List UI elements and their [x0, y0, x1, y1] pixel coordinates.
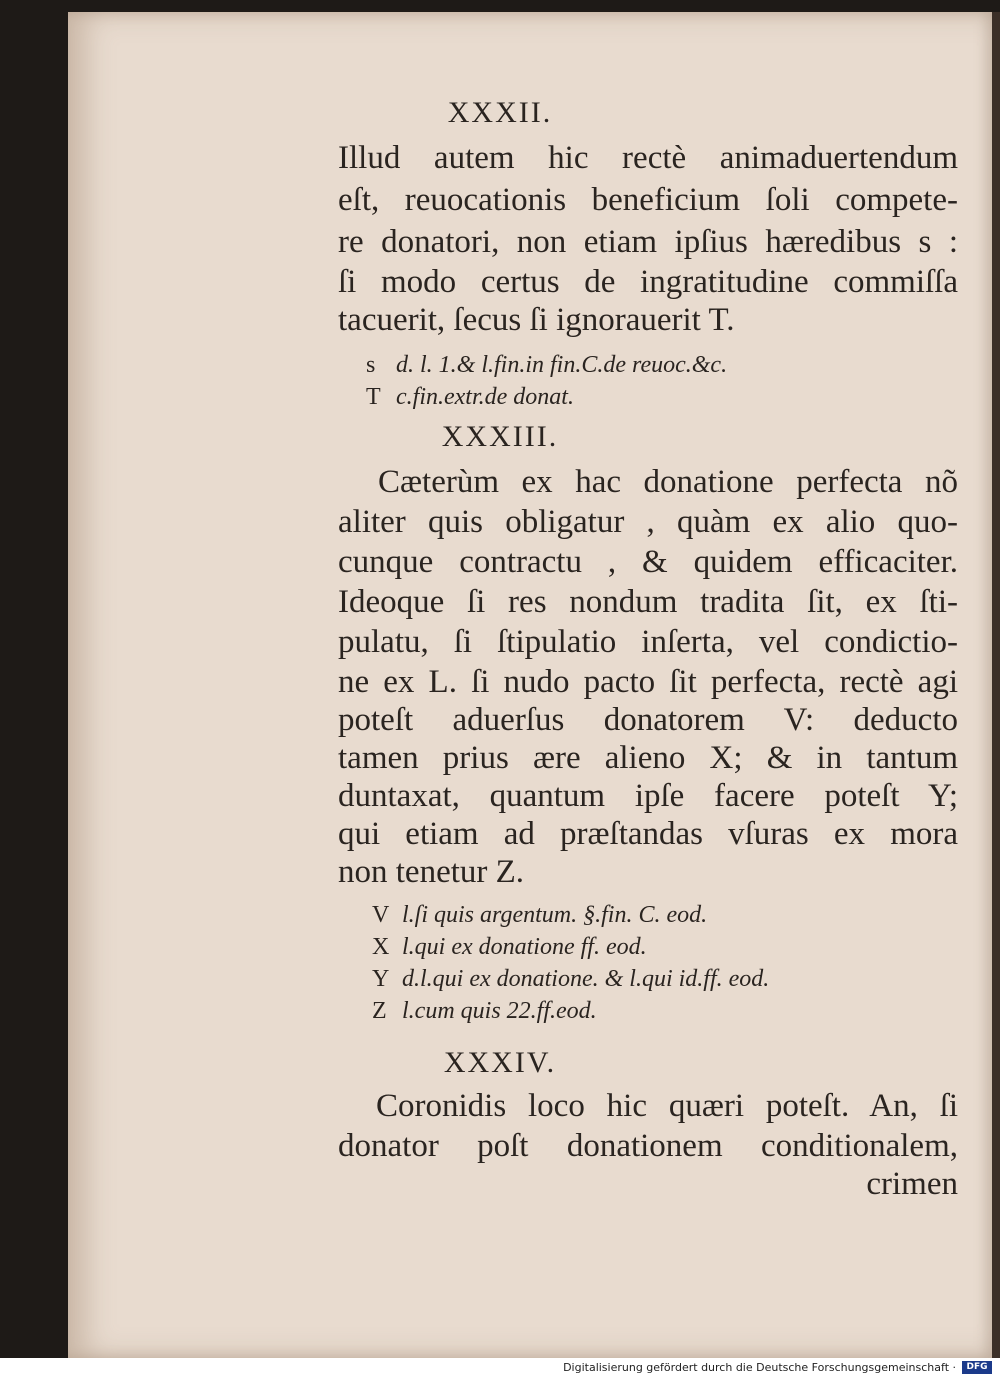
text-line: re donatori, non etiam ipſius hæredibus s :: [338, 224, 958, 260]
section-heading: XXXII.: [447, 96, 553, 129]
text-line: donator poſt donationem conditionalem,: [338, 1128, 958, 1164]
footnote: [372, 934, 647, 961]
dfg-logo: DFG: [962, 1361, 992, 1374]
footnote: [366, 384, 574, 411]
footnote-mark: Y: [372, 966, 390, 992]
footnote-text: l.qui ex donatione ff. eod.: [402, 934, 647, 960]
section-heading: XXXIV.: [443, 1046, 557, 1079]
text-line: Illud autem hic rectè animaduertendum: [338, 140, 958, 176]
text-line: eſt, reuocationis beneficium ſoli compete-: [338, 182, 958, 218]
text-line: tamen prius ære alieno X; & in tantum: [338, 740, 958, 776]
text-line: ne ex L. ſi nudo pacto ſit perfecta, rectè agi: [338, 664, 958, 700]
footnote-text: l.ſi quis argentum. §.fin. C. eod.: [402, 902, 708, 928]
text-line: non tenetur Z.: [338, 854, 525, 890]
section-heading: XXXIII.: [441, 420, 559, 453]
page-edge: [992, 12, 1000, 1358]
footnote-mark: X: [372, 934, 390, 960]
text-line: ſi modo certus de ingratitudine commiſſa: [338, 264, 958, 300]
footnote: [372, 998, 597, 1025]
text-line: aliter quis obligatur , quàm ex alio quo-: [338, 504, 958, 540]
text-line: pulatu, ſi ſtipulatio inſerta, vel condictio-: [338, 624, 958, 660]
footer-bar: [0, 1358, 1000, 1378]
text-line: tacuerit, ſecus ſi ignorauerit T.: [338, 302, 735, 338]
text-line: cunque contractu , & quidem efficaciter.: [338, 544, 958, 580]
footnote-mark: V: [372, 902, 390, 928]
footnote-mark: T: [366, 384, 381, 410]
text-line: Ideoque ſi res nondum tradita ſit, ex ſti-: [338, 584, 958, 620]
text-line: Coronidis loco hic quæri poteſt. An, ſi: [376, 1088, 958, 1124]
footnote-text: d. l. 1.& l.fin.in fin.C.de reuoc.&c.: [396, 352, 728, 378]
footnote: [372, 966, 769, 993]
text-line: poteſt aduerſus donatorem V: deducto: [338, 702, 958, 738]
footnote-mark: s: [366, 352, 376, 378]
footnote: [372, 902, 707, 929]
text-line: Cæterùm ex hac donatione perfecta nõ: [378, 464, 958, 500]
footnote-text: l.cum quis 22.ff.eod.: [402, 998, 597, 1024]
footnote-text: d.l.qui ex donatione. & l.qui id.ff. eod.: [402, 966, 770, 992]
footnote-text: c.fin.extr.de donat.: [396, 384, 574, 410]
text-line: qui etiam ad præſtandas vſuras ex mora: [338, 816, 958, 852]
catchword: crimen: [866, 1166, 958, 1202]
footnote-mark: Z: [372, 998, 387, 1024]
footer-credit: Digitalisierung gefördert durch die Deutsche Forschungsgemeinschaft ·: [563, 1361, 956, 1374]
footnote: [366, 352, 727, 379]
text-line: duntaxat, quantum ipſe facere poteſt Y;: [338, 778, 958, 814]
